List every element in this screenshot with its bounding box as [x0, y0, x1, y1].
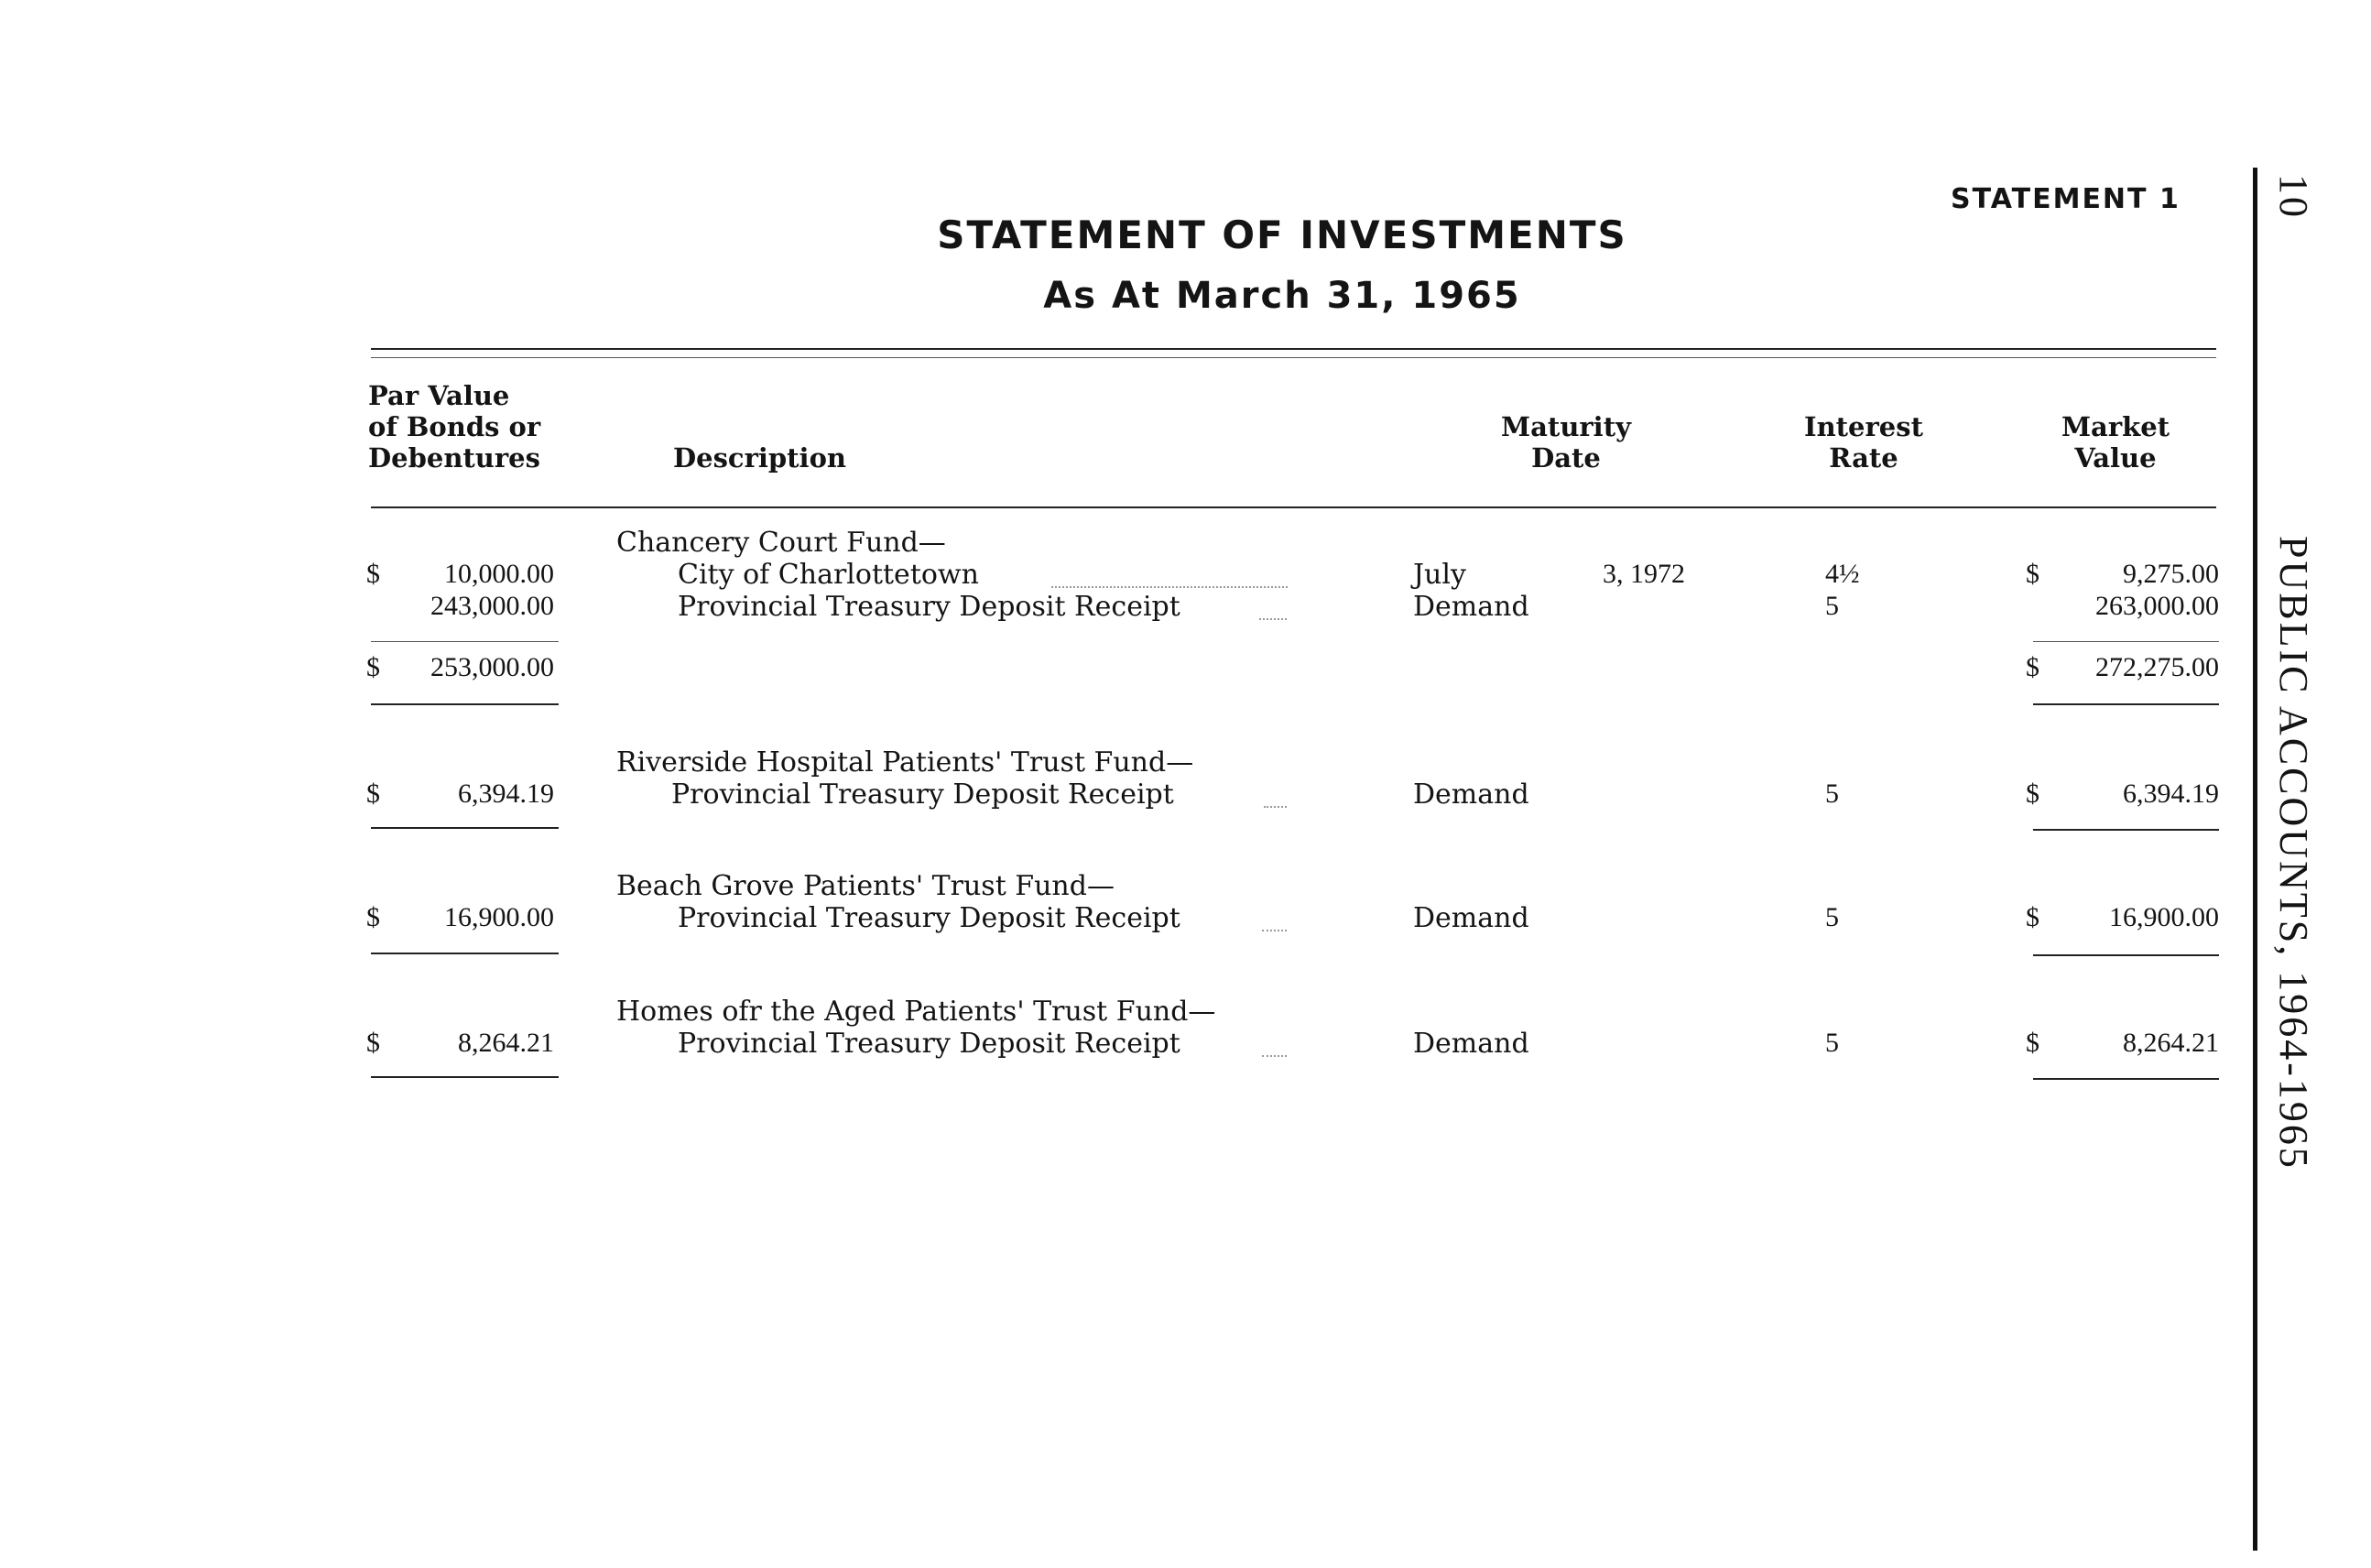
par-dollar-sign: $	[366, 559, 380, 589]
market-dollar-sign: $	[2026, 652, 2039, 682]
maturity-header-line-2: Date	[1531, 442, 1601, 474]
total-rule-market	[2033, 1078, 2219, 1080]
par-dollar-sign: $	[366, 652, 380, 682]
par-header-line-2: of Bonds or	[368, 411, 541, 442]
row-description: Provincial Treasury Deposit Receipt	[678, 1028, 1180, 1060]
running-head: PUBLIC ACCOUNTS, 1964-1965	[2271, 536, 2316, 1171]
market-value: 263,000.00	[2095, 591, 2219, 621]
par-dollar-sign: $	[366, 1028, 380, 1058]
maturity-month: Demand	[1413, 1028, 1529, 1060]
row-description: Provincial Treasury Deposit Receipt	[678, 591, 1180, 623]
maturity-header-line-1: Maturity	[1501, 411, 1631, 442]
par-total: 253,000.00	[430, 652, 554, 682]
page-number: 10	[2271, 174, 2316, 220]
running-head-column	[2262, 174, 2344, 1227]
total-rule-market	[2033, 829, 2219, 831]
total-rule-par	[371, 703, 559, 705]
market-value: 6,394.19	[2123, 779, 2219, 809]
interest-header-line-2: Rate	[1829, 442, 1898, 474]
par-dollar-sign: $	[366, 902, 380, 932]
par-value: 243,000.00	[430, 591, 554, 621]
col-header-market	[2006, 411, 2225, 474]
statement-label: STATEMENT 1	[1951, 183, 2181, 215]
market-total: 272,275.00	[2095, 652, 2219, 682]
par-value: 6,394.19	[458, 779, 554, 809]
page-title: STATEMENT OF INVESTMENTS	[937, 212, 1627, 257]
maturity-day-year: 3, 1972	[1603, 559, 1685, 589]
maturity-month: Demand	[1413, 902, 1529, 934]
row-description: Provincial Treasury Deposit Receipt	[671, 779, 1174, 811]
row-description: Provincial Treasury Deposit Receipt	[678, 902, 1180, 934]
par-value: 16,900.00	[444, 902, 554, 932]
par-value: 8,264.21	[458, 1028, 554, 1058]
leader-dots	[1051, 586, 1288, 588]
leader-dots	[1262, 1055, 1287, 1057]
market-dollar-sign: $	[2026, 779, 2039, 809]
leader-dots	[1264, 806, 1287, 808]
total-rule-par	[371, 827, 559, 829]
maturity-month: July	[1413, 559, 1466, 591]
leader-dots	[1262, 930, 1287, 931]
market-header-line-2: Value	[2074, 442, 2157, 474]
page-subtitle: As At March 31, 1965	[1043, 275, 1521, 317]
market-dollar-sign: $	[2026, 902, 2039, 932]
market-value: 9,275.00	[2123, 559, 2219, 589]
par-header-line-3: Debentures	[368, 442, 540, 474]
interest-rate: 5	[1825, 902, 1839, 932]
maturity-month: Demand	[1413, 591, 1529, 623]
col-header-maturity	[1429, 411, 1703, 474]
col-header-interest	[1754, 411, 1974, 474]
header-top-rule	[371, 348, 2216, 350]
fund-name-beach-grove: Beach Grove Patients' Trust Fund—	[616, 870, 1115, 902]
header-top-rule-2	[371, 357, 2216, 358]
interest-rate: 5	[1825, 591, 1839, 621]
row-description: City of Charlottetown	[678, 559, 979, 591]
subtotal-rule-market	[2033, 641, 2219, 642]
market-value: 8,264.21	[2123, 1028, 2219, 1058]
fund-name-chancery: Chancery Court Fund—	[616, 527, 946, 559]
market-header-line-1: Market	[2061, 411, 2170, 442]
leader-dots	[1259, 618, 1287, 620]
total-rule-market	[2033, 954, 2219, 956]
interest-rate: 5	[1825, 1028, 1839, 1058]
fund-name-homes-aged: Homes ofr the Aged Patients' Trust Fund—	[616, 996, 1216, 1028]
fund-name-riverside: Riverside Hospital Patients' Trust Fund—	[616, 746, 1194, 779]
market-dollar-sign: $	[2026, 1028, 2039, 1058]
interest-header-line-1: Interest	[1804, 411, 1923, 442]
par-dollar-sign: $	[366, 779, 380, 809]
interest-rate: 5	[1825, 779, 1839, 809]
par-value: 10,000.00	[444, 559, 554, 589]
total-rule-market	[2033, 703, 2219, 705]
subtotal-rule-par	[371, 641, 559, 642]
total-rule-par	[371, 1076, 559, 1078]
col-header-par-value	[368, 380, 540, 474]
interest-rate: 4½	[1825, 559, 1860, 589]
total-rule-par	[371, 953, 559, 954]
col-header-description: Description	[673, 442, 846, 474]
maturity-month: Demand	[1413, 779, 1529, 811]
margin-vertical-rule	[2253, 168, 2257, 1551]
header-bottom-rule	[371, 506, 2216, 508]
par-header-line-1: Par Value	[368, 380, 510, 411]
market-value: 16,900.00	[2109, 902, 2219, 932]
market-dollar-sign: $	[2026, 559, 2039, 589]
